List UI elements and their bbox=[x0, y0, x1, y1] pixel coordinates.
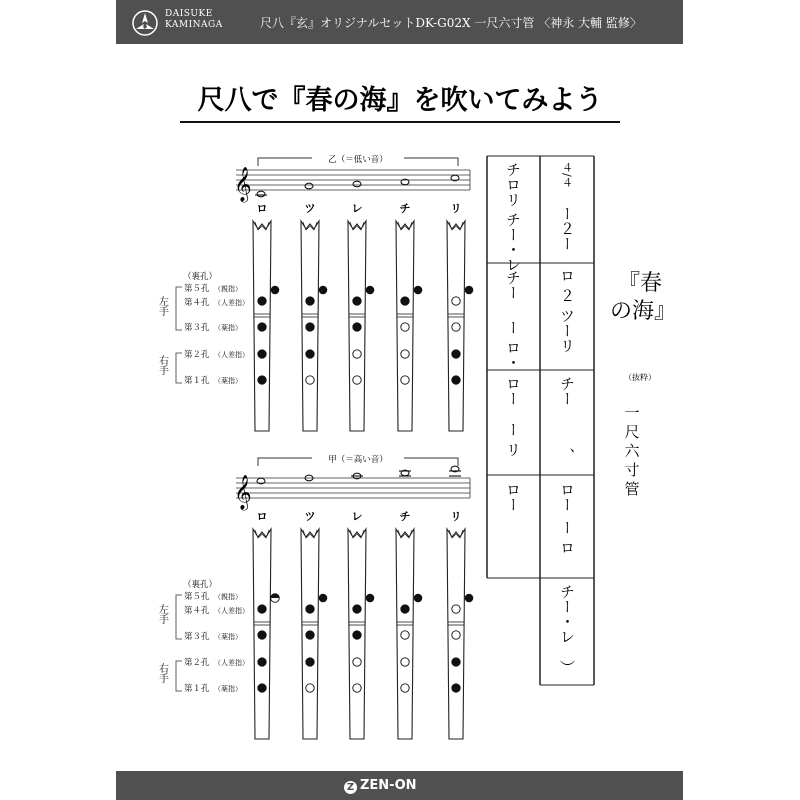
hole-closed bbox=[452, 350, 460, 358]
score-cell: チー・レ bbox=[558, 584, 576, 644]
label-hole2: 第２孔 bbox=[184, 658, 210, 668]
footer-bar bbox=[116, 771, 683, 800]
back-hole-closed bbox=[319, 286, 328, 295]
score-cell: チー bbox=[558, 376, 576, 406]
kan-hole-labels bbox=[157, 579, 250, 694]
hole-closed bbox=[306, 658, 314, 666]
hole-closed bbox=[452, 376, 460, 384]
score-cell: ツーリ bbox=[558, 308, 576, 353]
label-hole3: 第３孔 bbox=[184, 632, 210, 642]
score-cell: ロー bbox=[504, 482, 522, 512]
note-name-re: レ bbox=[351, 202, 363, 215]
hole-closed bbox=[258, 658, 266, 666]
flute-diagram bbox=[396, 221, 422, 431]
hole-open bbox=[452, 631, 460, 639]
label-left-hand: 左手 bbox=[156, 296, 168, 316]
back-hole-closed bbox=[319, 594, 328, 603]
score-cell: ） bbox=[558, 660, 576, 675]
label-right-hand: 右手 bbox=[156, 355, 168, 375]
label-hole5-finger: （親指） bbox=[214, 285, 242, 293]
hole-closed bbox=[353, 297, 361, 305]
hole-open bbox=[353, 376, 361, 384]
flute-diagram bbox=[253, 529, 279, 739]
score-cell: ロー bbox=[504, 376, 522, 406]
note-name-ro: ロ bbox=[256, 202, 268, 215]
otsu-notes bbox=[255, 175, 459, 197]
flute-diagram bbox=[447, 221, 473, 431]
hole-closed bbox=[306, 605, 314, 613]
label-hole5: 第５孔 bbox=[184, 592, 210, 602]
label-hole2-finger: （人差指） bbox=[214, 659, 249, 667]
hole-open bbox=[401, 323, 409, 331]
score-cell: 、 bbox=[558, 448, 576, 463]
label-hole4: 第４孔 bbox=[184, 606, 210, 616]
hole-closed bbox=[258, 605, 266, 613]
score-cell: ー ロ・ bbox=[504, 320, 522, 370]
kan-staff bbox=[236, 478, 470, 498]
hole-open bbox=[306, 684, 314, 692]
label-hole2-finger: （人差指） bbox=[214, 351, 249, 359]
hole-closed bbox=[258, 631, 266, 639]
label-hole2: 第２孔 bbox=[184, 350, 210, 360]
label-hole1-finger: （薬指） bbox=[214, 377, 242, 385]
hole-closed bbox=[306, 297, 314, 305]
hole-closed bbox=[452, 684, 460, 692]
score-column-1 bbox=[504, 162, 522, 512]
hole-closed bbox=[306, 631, 314, 639]
publisher-logo bbox=[344, 778, 417, 794]
hole-closed bbox=[258, 684, 266, 692]
treble-clef-icon: 𝄞 bbox=[234, 167, 252, 202]
kan-notes bbox=[257, 466, 461, 484]
flute-diagram bbox=[301, 529, 327, 739]
hole-open bbox=[353, 350, 361, 358]
kan-label: 甲（＝高い音） bbox=[328, 455, 388, 465]
hole-open bbox=[353, 658, 361, 666]
hole-open bbox=[401, 658, 409, 666]
song-excerpt-note: （抜粋） bbox=[624, 373, 656, 382]
note-name-tsu: ツ bbox=[304, 202, 316, 215]
flute-diagram bbox=[253, 221, 279, 431]
otsu-flutes bbox=[253, 221, 473, 431]
hole-closed bbox=[401, 297, 409, 305]
kan-note-names bbox=[257, 510, 462, 523]
note-name-re: レ bbox=[351, 510, 363, 523]
label-hole4: 第４孔 bbox=[184, 298, 210, 308]
hole-open bbox=[452, 605, 460, 613]
hole-closed bbox=[258, 297, 266, 305]
otsu-section bbox=[157, 153, 474, 431]
otsu-note-names bbox=[257, 202, 462, 215]
score-cell: ー リ bbox=[504, 422, 522, 457]
score-cell: ４/４ bbox=[560, 162, 574, 188]
zen-on-mark-icon: Z bbox=[344, 781, 357, 794]
back-hole-closed bbox=[366, 286, 375, 295]
hole-closed bbox=[258, 350, 266, 358]
label-left-hand: 左手 bbox=[156, 604, 168, 624]
logo-line1: DAISUKE bbox=[165, 9, 213, 19]
back-hole-closed bbox=[414, 286, 423, 295]
header-title: 尺八『玄』オリジナルセットDK-G02X 一尺六寸管 〈神永 大輔 監修〉 bbox=[260, 16, 642, 30]
flute-diagram bbox=[447, 529, 473, 739]
flute-diagram bbox=[396, 529, 422, 739]
label-hole1: 第１孔 bbox=[184, 376, 210, 386]
otsu-hole-labels bbox=[157, 271, 250, 386]
label-back-hole: （裏孔） bbox=[183, 580, 218, 590]
hole-open bbox=[401, 350, 409, 358]
label-hole5: 第５孔 bbox=[184, 284, 210, 294]
page-title: 尺八で『春の海』を吹いてみよう bbox=[197, 85, 603, 116]
otsu-label: 乙（＝低い音） bbox=[328, 155, 388, 165]
label-hole3-finger: （薬指） bbox=[214, 633, 242, 641]
otsu-staff bbox=[236, 170, 470, 190]
back-hole-closed bbox=[414, 594, 423, 603]
hole-open bbox=[353, 684, 361, 692]
hole-closed bbox=[306, 350, 314, 358]
back-hole-closed bbox=[271, 286, 280, 295]
label-hole5-finger: （親指） bbox=[214, 593, 242, 601]
hole-closed bbox=[258, 376, 266, 384]
label-hole3: 第３孔 bbox=[184, 323, 210, 333]
label-back-hole: （裏孔） bbox=[183, 272, 218, 282]
hole-open bbox=[401, 684, 409, 692]
hole-closed bbox=[452, 658, 460, 666]
note-name-ri: リ bbox=[450, 510, 462, 523]
flute-diagram bbox=[348, 221, 374, 431]
label-hole4-finger: （人差指） bbox=[214, 607, 249, 615]
note-name-chi: チ bbox=[399, 510, 411, 523]
label-hole1-finger: （薬指） bbox=[214, 685, 242, 693]
score-cell: ロ ２ bbox=[558, 268, 576, 303]
hole-open bbox=[452, 297, 460, 305]
note-name-ri: リ bbox=[450, 202, 462, 215]
hole-closed bbox=[353, 323, 361, 331]
hole-closed bbox=[401, 605, 409, 613]
back-hole-closed bbox=[366, 594, 375, 603]
score-cell: チロリ bbox=[504, 162, 522, 207]
hole-closed bbox=[353, 605, 361, 613]
score-column-2 bbox=[558, 162, 576, 675]
back-hole-closed bbox=[465, 286, 474, 295]
hole-closed bbox=[258, 323, 266, 331]
hole-open bbox=[452, 323, 460, 331]
song-title: 『春の海』 bbox=[610, 271, 677, 324]
hole-open bbox=[401, 376, 409, 384]
treble-clef-icon: 𝄞 bbox=[234, 475, 252, 510]
score-cell: チー・レ bbox=[504, 212, 522, 272]
score-cell: チー bbox=[504, 270, 522, 300]
hole-closed bbox=[306, 323, 314, 331]
note-name-ro: ロ bbox=[256, 510, 268, 523]
hole-closed bbox=[353, 631, 361, 639]
publisher-name: ZEN-ON bbox=[360, 778, 417, 793]
hole-open bbox=[401, 631, 409, 639]
flute-diagram bbox=[348, 529, 374, 739]
hole-open bbox=[306, 376, 314, 384]
back-hole-closed bbox=[465, 594, 474, 603]
label-hole1: 第１孔 bbox=[184, 684, 210, 694]
label-hole3-finger: （薬指） bbox=[214, 324, 242, 332]
note-name-tsu: ツ bbox=[304, 510, 316, 523]
flute-diagram bbox=[301, 221, 327, 431]
logo-line2: KAMINAGA bbox=[165, 20, 223, 30]
score-cell: ー２ー bbox=[558, 206, 576, 251]
label-right-hand: 右手 bbox=[156, 663, 168, 683]
kan-section bbox=[157, 453, 474, 739]
instrument-length: 一尺六寸管 bbox=[624, 404, 640, 498]
note-name-chi: チ bbox=[399, 202, 411, 215]
kan-flutes bbox=[253, 529, 473, 739]
score-cell: ロー bbox=[558, 482, 576, 512]
label-hole4-finger: （人差指） bbox=[214, 299, 249, 307]
score-cell: ー ロ bbox=[558, 520, 576, 555]
